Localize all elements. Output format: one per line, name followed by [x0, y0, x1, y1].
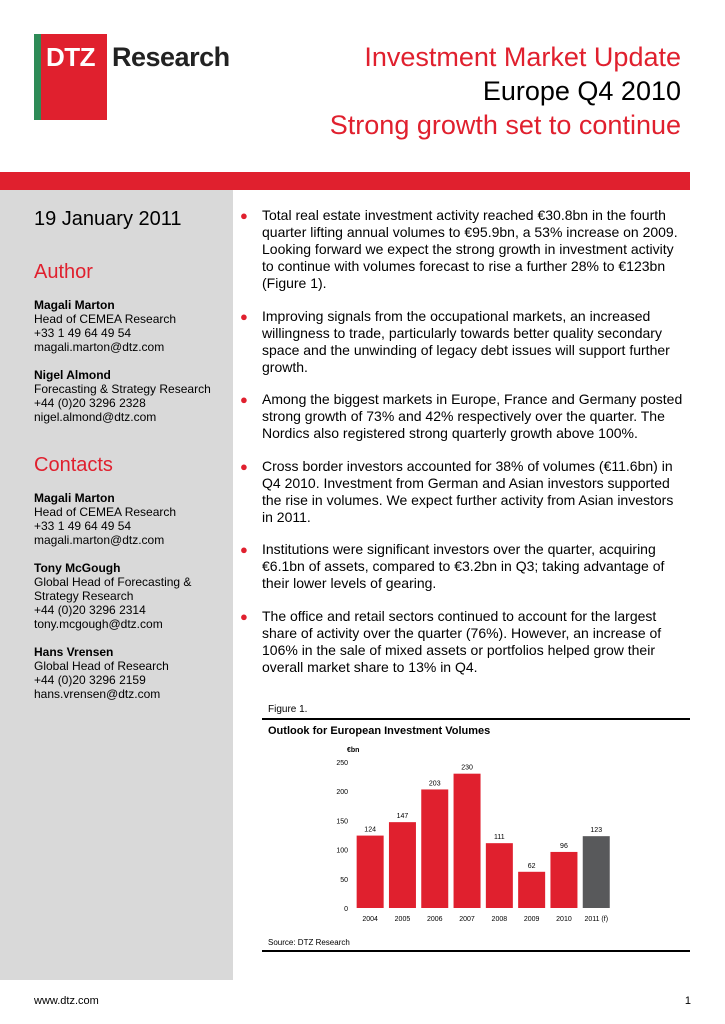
contact-role: Global Head of Forecasting &: [34, 575, 192, 589]
key-points-list: [240, 207, 688, 691]
author-role: Forecasting & Strategy Research: [34, 382, 211, 396]
bar-2010: [550, 852, 577, 908]
bar-value-label: 230: [461, 764, 473, 772]
contact-role-cont: Strategy Research: [34, 589, 134, 603]
x-tick-label: 2004: [362, 916, 378, 923]
author-email[interactable]: magali.marton@dtz.com: [34, 340, 165, 354]
contact-phone: +33 1 49 64 49 54: [34, 519, 132, 533]
x-tick-label: 2007: [459, 916, 475, 923]
contact-email[interactable]: magali.marton@dtz.com: [34, 533, 165, 547]
chart-y-axis-label: €bn: [347, 747, 360, 754]
figure-top-rule: [262, 718, 690, 720]
page-number: 1: [684, 995, 691, 1007]
y-tick-label: 200: [336, 789, 348, 797]
author-phone: +33 1 49 64 49 54: [34, 326, 132, 340]
bar-value-label: 203: [428, 780, 441, 788]
author-name: Magali Marton: [34, 298, 115, 312]
bullet-dot-icon: ●: [240, 392, 248, 407]
bullet-dot-icon: ●: [240, 458, 248, 474]
key-point: [240, 207, 688, 292]
key-point-text: Improving signals from the occupational markets, an increased willingness to trade, particularly towards better quality secondary space and the unwinding of legacy debt issues will support further growth.: [262, 307, 670, 375]
key-point: [240, 391, 688, 442]
x-tick-label: 2005: [394, 916, 411, 923]
bar-value-label: 62: [527, 862, 536, 870]
key-point: [240, 458, 688, 526]
bar-2008: [486, 843, 513, 908]
contact-email[interactable]: tony.mcgough@dtz.com: [34, 617, 163, 631]
key-point: [240, 308, 688, 376]
bar-2006: [421, 789, 448, 908]
figure-bottom-rule: [262, 950, 690, 952]
contact-name: Hans Vrensen: [34, 645, 114, 659]
bar-value-label: 123: [590, 827, 603, 835]
dtz-research-logo: [34, 34, 234, 120]
bar-2011f: [583, 836, 610, 908]
author-card: [34, 298, 224, 354]
key-point-text: Among the biggest markets in Europe, France and Germany posted strong growth of 73% and 42% respectively over the quarter. The Nordics also registered strong quarterly growth above 100%.: [262, 391, 683, 441]
bar-value-label: 124: [364, 826, 376, 834]
investment-volumes-bar-chart: [262, 742, 690, 932]
y-tick-label: 50: [340, 876, 348, 884]
author-heading: Author: [34, 261, 93, 283]
contact-name: Tony McGough: [34, 561, 121, 575]
key-point-text: Institutions were significant investors over the quarter, acquiring €6.1bn of assets, compared to €3.2bn in Q3; taking advantage of their lower levels of gearing.: [262, 541, 665, 591]
author-name: Nigel Almond: [34, 368, 111, 382]
bullet-dot-icon: ●: [240, 608, 248, 624]
bar-value-label: 147: [396, 813, 409, 821]
figure-source: Source: DTZ Research: [268, 938, 350, 947]
y-tick-label: 0: [344, 906, 348, 913]
bar-2009: [518, 872, 545, 908]
x-tick-label: 2008: [491, 916, 508, 923]
y-tick-label: 100: [336, 847, 348, 855]
header-divider-band: [0, 172, 690, 190]
key-point: [240, 541, 688, 592]
bar-value-label: 96: [560, 842, 568, 850]
bullet-dot-icon: ●: [240, 308, 248, 324]
report-headline: Strong growth set to continue: [329, 110, 681, 140]
key-point-text: The office and retail sectors continued to account for the largest share of activity over the quarter (76%). However, an increase of 106% in the sale of mixed assets or portfolios helped grow their overall market share to 13% in Q4.: [262, 607, 662, 675]
contacts-heading: Contacts: [34, 454, 113, 476]
report-title-block: [330, 40, 681, 142]
x-tick-label: 2010: [556, 916, 572, 923]
contact-phone: +44 (0)20 3296 2159: [34, 673, 146, 687]
figure-label: Figure 1.: [268, 704, 308, 715]
report-title: Investment Market Update: [364, 42, 681, 72]
key-point: [240, 608, 688, 676]
contact-card: [34, 491, 224, 547]
logo-green-stripe: [34, 34, 41, 120]
contact-card: [34, 561, 224, 631]
x-tick-label: 2011 (f): [584, 916, 609, 923]
report-subtitle: Europe Q4 2010: [482, 76, 681, 106]
contact-phone: +44 (0)20 3296 2314: [34, 603, 146, 617]
bullet-dot-icon: ●: [240, 208, 248, 223]
x-tick-label: 2006: [426, 916, 443, 923]
bar-2005: [389, 822, 416, 908]
bar-2004: [357, 836, 384, 908]
report-date: 19 January 2011: [34, 208, 182, 230]
logo-brand: DTZ: [46, 42, 96, 72]
chart-title: Outlook for European Investment Volumes: [268, 725, 491, 737]
bar-2007: [454, 774, 481, 908]
bar-value-label: 111: [494, 834, 505, 842]
x-tick-label: 2009: [523, 916, 540, 923]
contact-role: Head of CEMEA Research: [34, 505, 177, 519]
author-role: Head of CEMEA Research: [34, 312, 177, 326]
contact-role: Global Head of Research: [34, 659, 169, 673]
contact-card: [34, 645, 224, 701]
author-email[interactable]: nigel.almond@dtz.com: [34, 410, 157, 424]
contact-name: Magali Marton: [34, 491, 115, 505]
author-phone: +44 (0)20 3296 2328: [34, 396, 146, 410]
key-point-text: Cross border investors accounted for 38% of volumes (€11.6bn) in Q4 2010. Investment from German and Asian investors supported the rise in volumes. We expect further activity from Asian investors in 2011.: [262, 457, 674, 525]
footer-url[interactable]: www.dtz.com: [34, 995, 99, 1007]
logo-word: Research: [112, 42, 230, 72]
y-tick-label: 250: [336, 760, 348, 767]
key-point-text: Total real estate investment activity reached €30.8bn in the fourth quarter lifting annual volumes to €95.9bn, a 53% increase on 2009. Looking forward we expect the strong growth in investment activity to continue with volumes forecast to rise a further 28% to €123bn (Figure 1).: [262, 207, 678, 291]
contact-email[interactable]: hans.vrensen@dtz.com: [34, 687, 161, 701]
bullet-dot-icon: ●: [240, 542, 248, 557]
author-card: [34, 368, 224, 424]
y-tick-label: 150: [336, 818, 348, 826]
